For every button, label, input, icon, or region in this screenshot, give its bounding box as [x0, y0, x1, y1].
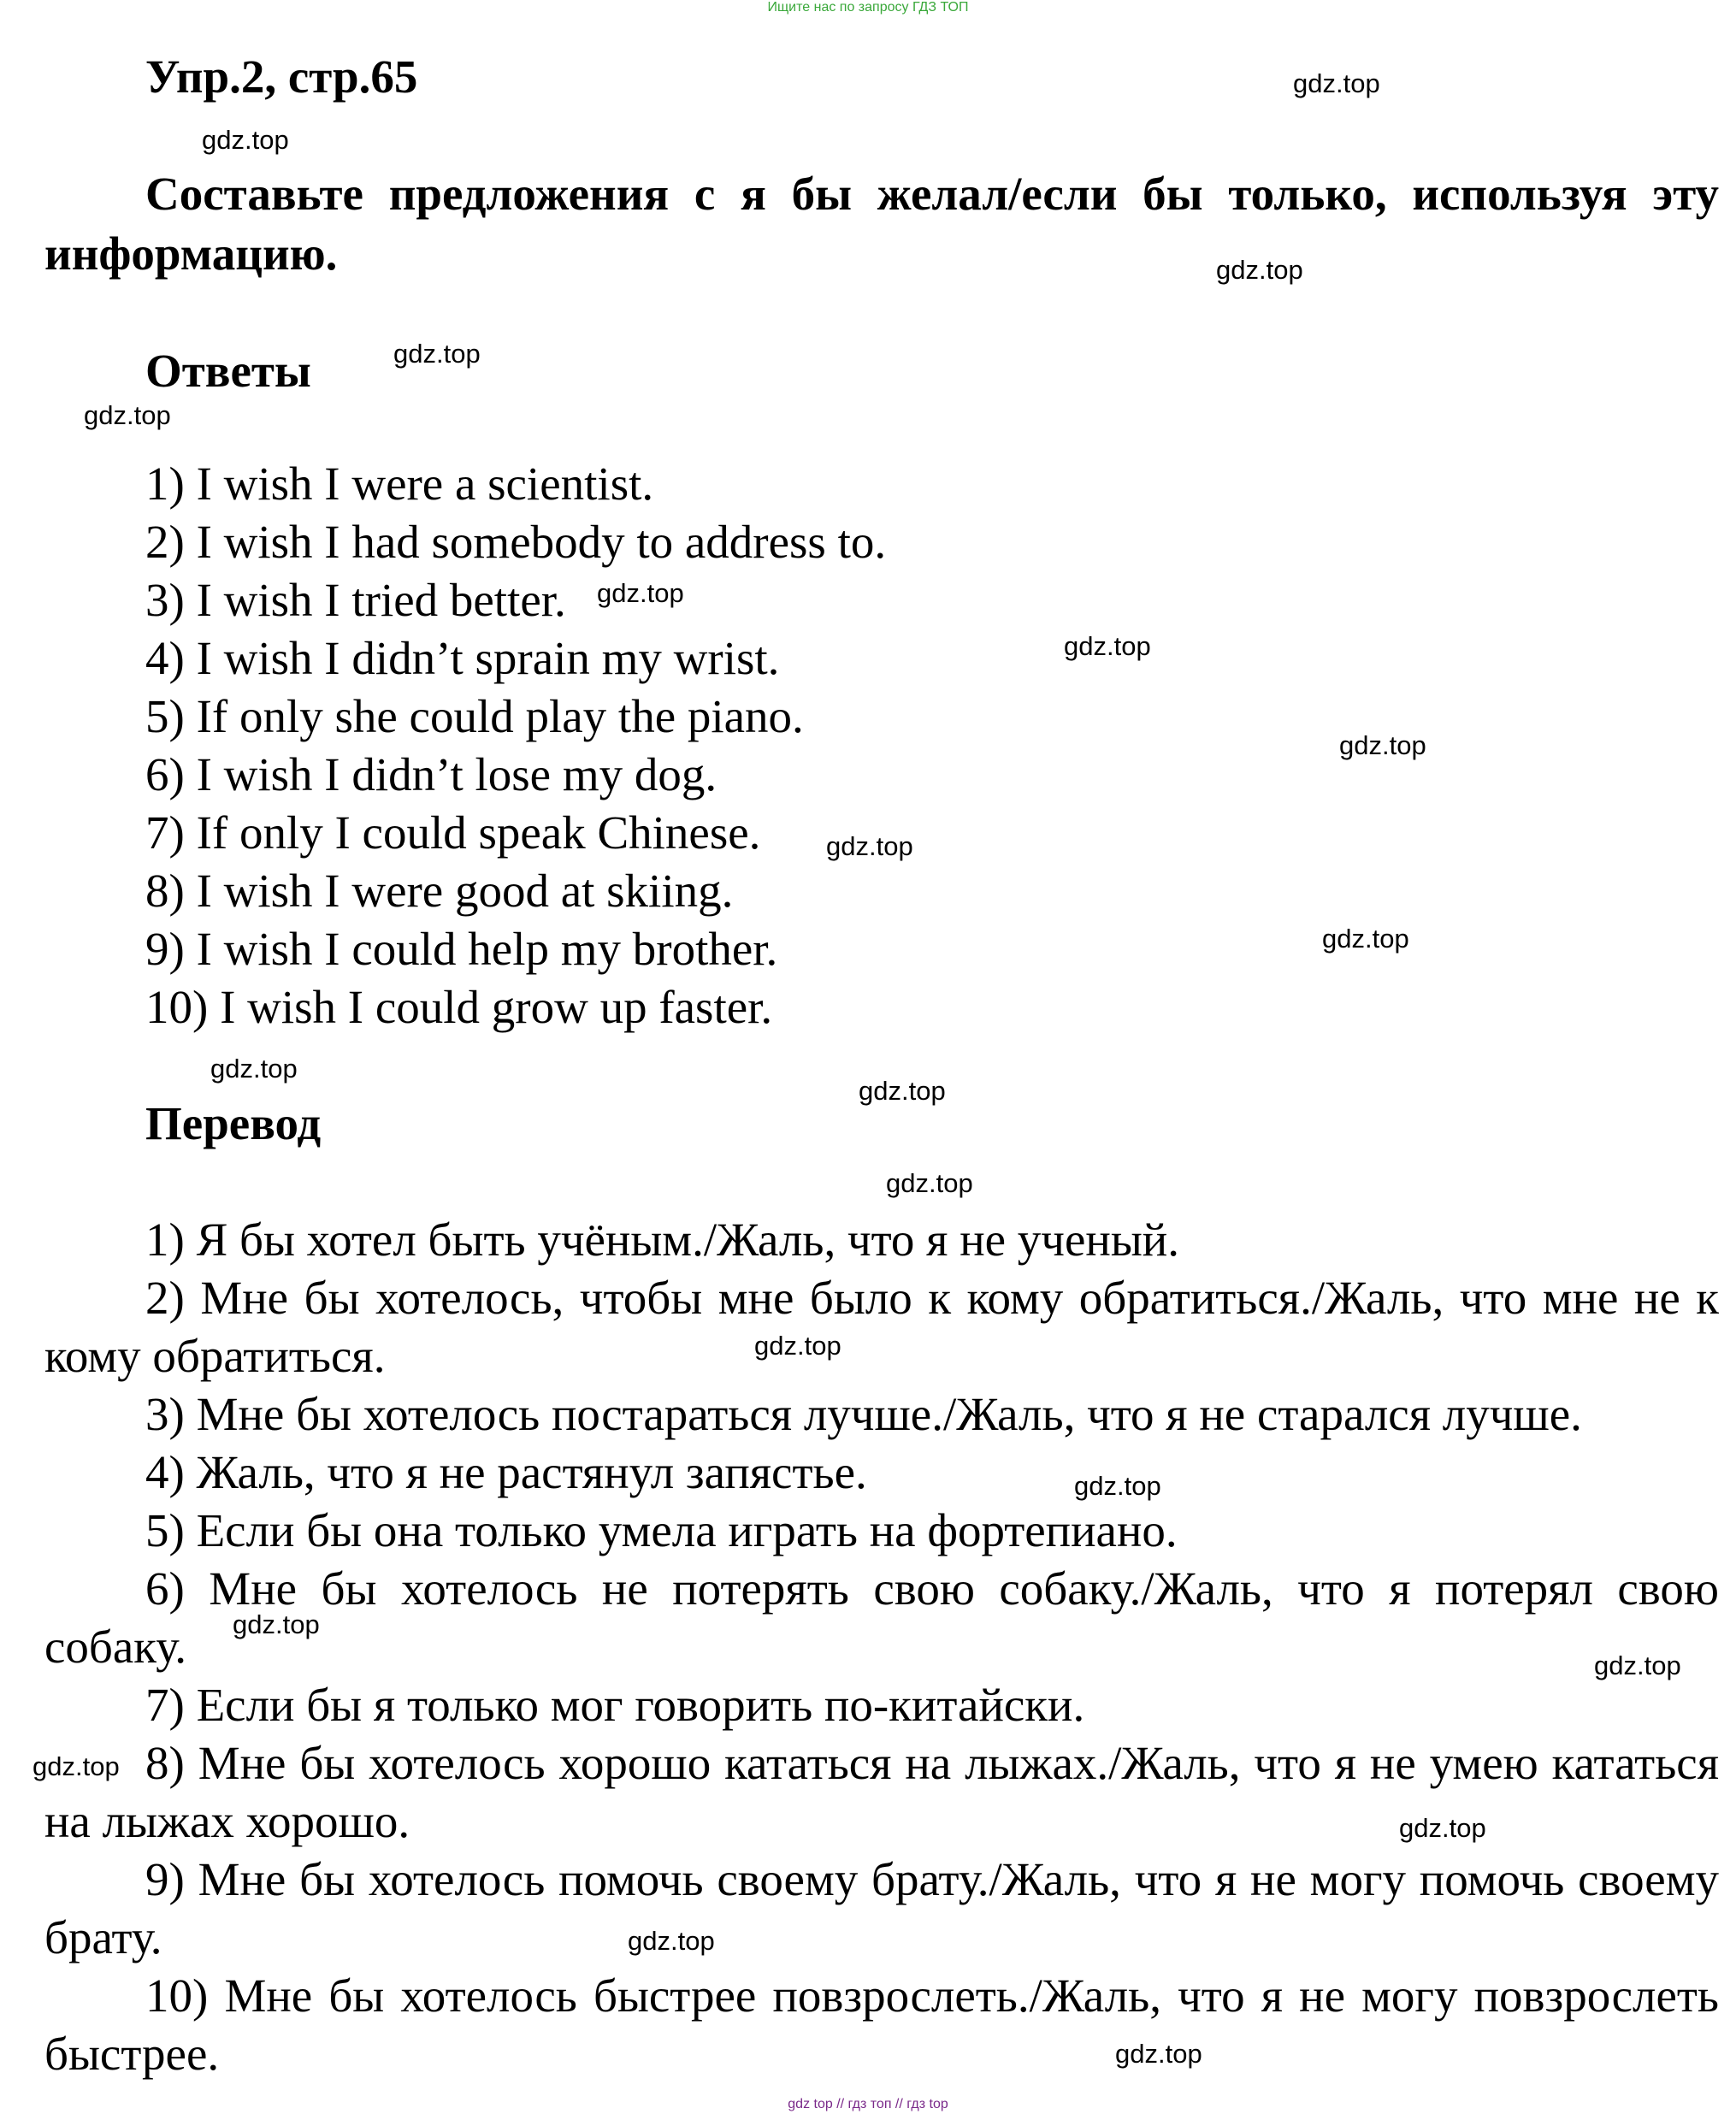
answer-item: 4) I wish I didn’t sprain my wrist. — [145, 632, 780, 684]
watermark: gdz.top — [1115, 2039, 1202, 2069]
translation-item: 8) Мне бы хотелось хорошо кататься на лыжах./Жаль, что я не умею кататься на лыжах хорошо. — [44, 1737, 1719, 1847]
watermark: gdz.top — [859, 1076, 946, 1106]
watermark: gdz.top — [32, 1751, 120, 1781]
watermark: gdz.top — [1399, 1813, 1486, 1843]
answer-item: 1) I wish I were a scientist. — [145, 458, 654, 510]
watermark: gdz.top — [84, 400, 171, 430]
top-banner[interactable]: Ищите нас по запросу ГДЗ ТОП — [767, 0, 969, 15]
watermark: gdz.top — [886, 1168, 973, 1198]
answer-item: 2) I wish I had somebody to address to. — [145, 516, 887, 568]
answer-item: 3) I wish I tried better. — [145, 574, 566, 626]
exercise-task: Составьте предложения с я бы желал/если бы только, используя эту информацию. — [44, 168, 1719, 280]
watermark: gdz.top — [1064, 631, 1151, 661]
exercise-title: Упр.2, стр.65 — [145, 50, 418, 103]
watermark: gdz.top — [202, 125, 289, 155]
translation-item: 6) Мне бы хотелось не потерять свою собаку./Жаль, что я потерял свою собаку. — [44, 1562, 1719, 1673]
watermark: gdz.top — [1594, 1650, 1681, 1680]
watermark: gdz.top — [754, 1331, 841, 1361]
translation-item: 1) Я бы хотел быть учёным./Жаль, что я не ученый. — [145, 1213, 1179, 1266]
answers-heading: Ответы — [145, 345, 311, 397]
translation-list — [44, 1211, 1719, 2083]
answer-item: 8) I wish I were good at skiing. — [145, 865, 734, 917]
translation-item: 5) Если бы она только умела играть на фортепиано. — [145, 1504, 1178, 1556]
translation-item: 10) Мне бы хотелось быстрее повзрослеть./Жаль, что я не могу повзрослеть быстрее. — [44, 1969, 1719, 2080]
translation-item: 4) Жаль, что я не растянул запястье. — [145, 1446, 867, 1498]
answer-item: 10) I wish I could grow up faster. — [145, 981, 773, 1033]
translation-item: 7) Если бы я только мог говорить по-китайски. — [145, 1679, 1085, 1731]
watermark: gdz.top — [1322, 924, 1409, 954]
watermark: gdz.top — [393, 339, 481, 369]
translation-item: 3) Мне бы хотелось постараться лучше./Жаль, что я не старался лучше. — [145, 1388, 1582, 1440]
answer-item: 5) If only she could play the piano. — [145, 690, 804, 742]
translation-item: 9) Мне бы хотелось помочь своему брату./Жаль, что я не могу помочь своему брату. — [44, 1853, 1719, 1963]
watermark: gdz.top — [1074, 1471, 1161, 1501]
translation-heading: Перевод — [145, 1097, 322, 1149]
answer-item: 9) I wish I could help my brother. — [145, 923, 778, 975]
watermark: gdz.top — [826, 831, 913, 861]
watermark: gdz.top — [597, 578, 684, 608]
bottom-banner[interactable]: gdz top // гдз топ // гдз top — [788, 2097, 948, 2111]
watermark: gdz.top — [1339, 730, 1426, 760]
answer-item: 6) I wish I didn’t lose my dog. — [145, 748, 717, 800]
watermark: gdz.top — [628, 1926, 715, 1956]
translation-item: 2) Мне бы хотелось, чтобы мне было к кому обратиться./Жаль, что мне не к кому обратиться. — [44, 1272, 1719, 1382]
watermark: gdz.top — [1293, 68, 1380, 98]
watermark: gdz.top — [233, 1609, 320, 1639]
watermark: gdz.top — [1216, 255, 1303, 285]
answer-item: 7) If only I could speak Chinese. — [145, 806, 761, 859]
watermark: gdz.top — [210, 1054, 298, 1084]
